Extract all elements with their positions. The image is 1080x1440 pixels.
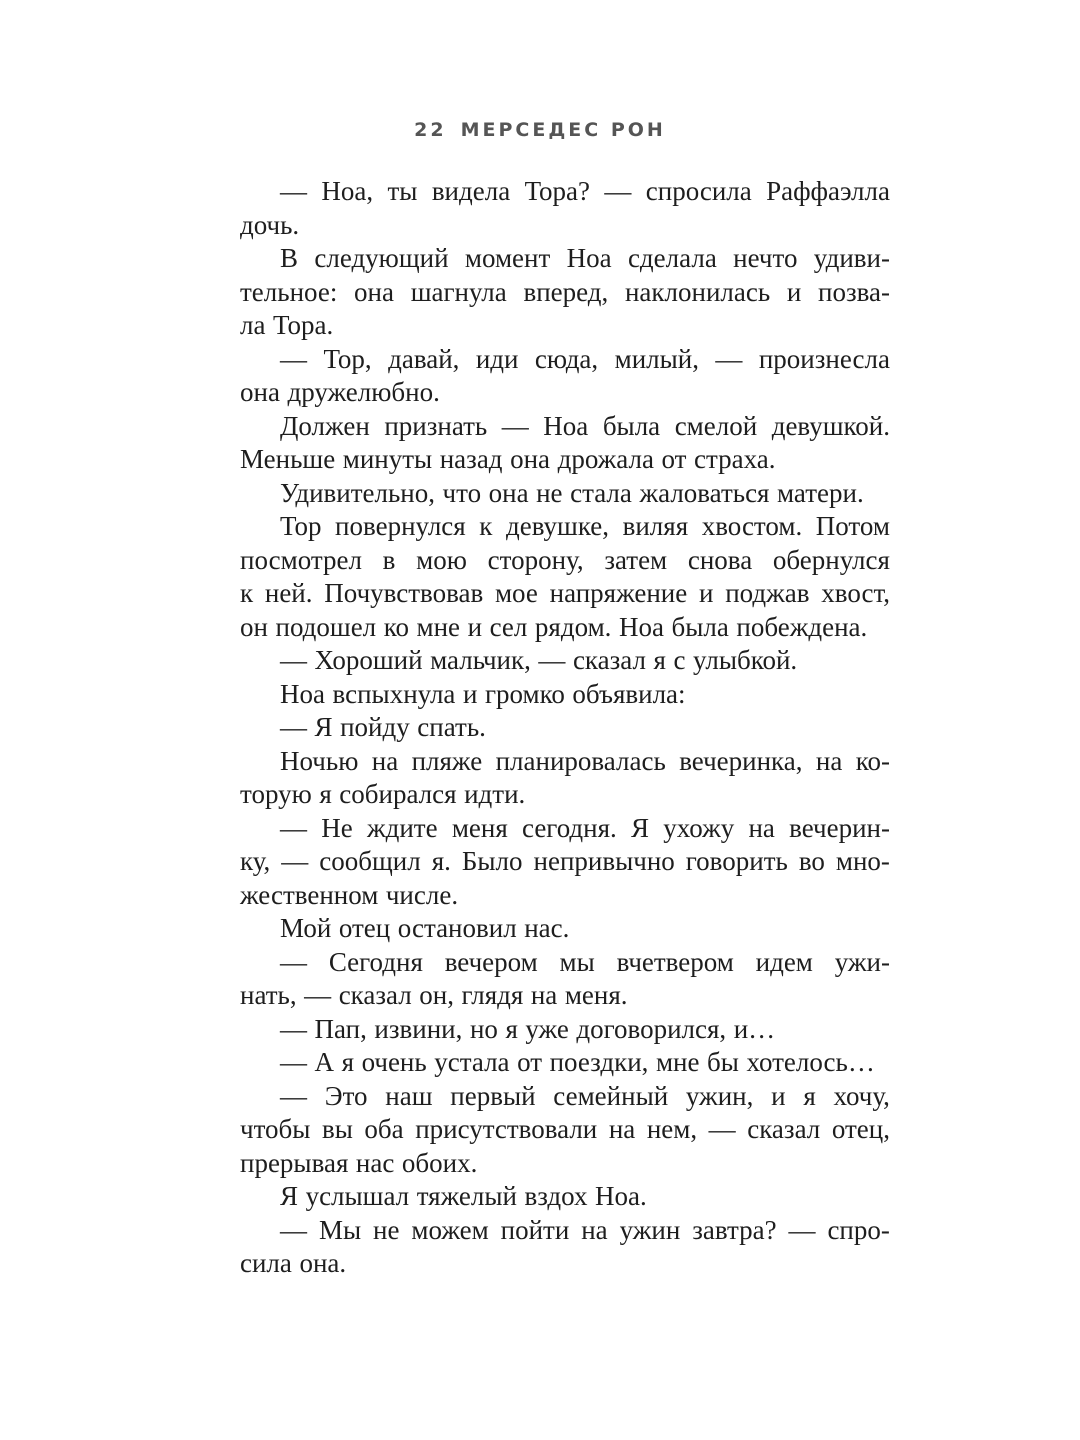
word: хотелось… <box>746 1047 875 1077</box>
word: глядя <box>461 980 524 1010</box>
word: хвост, <box>821 578 890 608</box>
word: смелой <box>674 410 758 441</box>
word: ку, <box>240 846 271 876</box>
word: на <box>748 812 775 843</box>
word: в <box>382 544 396 575</box>
word: — <box>281 846 309 876</box>
word: — <box>280 1080 307 1111</box>
word: ждите <box>366 812 438 843</box>
word: удиви- <box>813 243 890 273</box>
word: сделала <box>627 243 717 273</box>
word: — <box>604 176 632 206</box>
word: меня. <box>564 980 628 1010</box>
word: ла <box>240 310 266 340</box>
word: чтобы <box>240 1114 311 1144</box>
word: нать, <box>240 980 297 1010</box>
word: с <box>673 645 686 675</box>
word: от <box>661 444 687 474</box>
word: нечто <box>733 243 798 273</box>
word: он, <box>419 980 454 1010</box>
word: мальчик, <box>430 645 531 675</box>
word: она. <box>299 1248 347 1278</box>
word: прерывая <box>240 1147 349 1178</box>
word: Тора. <box>273 310 334 340</box>
word: я <box>505 1013 518 1044</box>
word: сегодня. <box>522 812 617 843</box>
word: момент <box>464 243 551 273</box>
word: Не <box>321 812 353 843</box>
text-line <box>240 309 890 343</box>
word: можем <box>411 1214 489 1245</box>
word: отец, <box>831 1114 890 1144</box>
word: была <box>671 611 729 642</box>
word: числе. <box>385 879 459 910</box>
word: оба <box>364 1114 404 1144</box>
word: ней. <box>264 578 313 608</box>
word: шагнула <box>410 276 507 307</box>
word: — <box>280 1214 307 1245</box>
text-line <box>240 175 890 209</box>
word: на <box>608 1114 636 1144</box>
text-line <box>240 1113 890 1147</box>
word: не <box>536 477 563 508</box>
word: сила <box>240 1248 292 1278</box>
word: ты <box>387 176 418 206</box>
word: позва- <box>818 276 890 307</box>
word: — <box>280 1047 307 1077</box>
word: и… <box>733 1013 776 1044</box>
word: спать. <box>417 712 486 742</box>
word: Хороший <box>314 645 423 675</box>
word: на <box>530 980 558 1010</box>
word: семейный <box>553 1080 669 1111</box>
text-line <box>240 1247 890 1281</box>
text-line <box>240 678 890 712</box>
text-line <box>240 946 890 980</box>
word: ужи- <box>834 946 890 977</box>
word: Должен <box>280 410 370 441</box>
text-line <box>240 1180 890 1214</box>
word: Тор <box>280 511 322 541</box>
word: минуты <box>342 444 433 474</box>
word: Раффаэлла <box>766 176 890 206</box>
word: тельное: <box>240 276 338 307</box>
text-line <box>240 1147 890 1181</box>
word: ко- <box>855 745 890 776</box>
word: бы <box>707 1047 739 1077</box>
word: снова <box>687 544 753 575</box>
word: Тор, <box>323 343 372 374</box>
word: вечером <box>444 946 538 977</box>
word: во <box>798 846 825 876</box>
word: Я <box>314 712 333 742</box>
word: остановил <box>397 913 517 943</box>
word: но <box>469 1013 498 1044</box>
word: видела <box>431 176 511 206</box>
word: — <box>280 645 307 675</box>
word: хочу, <box>833 1080 890 1111</box>
text-line <box>240 410 890 444</box>
word: Тора? <box>524 176 591 206</box>
text-line <box>240 209 890 243</box>
word: сказал <box>338 980 412 1010</box>
word: спро- <box>827 1214 890 1245</box>
word: первый <box>450 1080 536 1111</box>
word: тяжелый <box>416 1181 517 1211</box>
word: А <box>314 1047 335 1077</box>
word: иди <box>475 343 519 374</box>
word: девушке, <box>506 511 610 541</box>
word: сторону, <box>487 544 584 575</box>
text-line <box>240 1214 890 1248</box>
word: я. <box>431 846 451 876</box>
word: Было <box>461 846 523 876</box>
word: Сегодня <box>328 946 423 977</box>
word: наш <box>385 1080 433 1111</box>
word: и <box>699 578 714 608</box>
word: стала <box>570 477 632 508</box>
text-line <box>240 510 890 544</box>
word: договорился, <box>576 1013 727 1044</box>
word: спросила <box>645 176 752 206</box>
word: дружелюбно. <box>287 377 440 407</box>
word: мое <box>494 578 538 608</box>
word: на <box>371 745 399 776</box>
word: — <box>304 980 332 1010</box>
word: и <box>771 1080 786 1111</box>
word: обоих. <box>401 1147 478 1178</box>
word: планировалась <box>495 745 666 776</box>
text-line <box>240 879 890 913</box>
word: Ноа <box>280 678 325 709</box>
text-line <box>240 376 890 410</box>
word: матери. <box>777 477 864 508</box>
word: — <box>715 343 743 374</box>
word: повернулся <box>335 511 466 541</box>
text-line <box>240 745 890 779</box>
word: мы <box>559 946 595 977</box>
word: мне <box>416 611 461 642</box>
word: Ноа <box>543 410 589 441</box>
word: дрожала <box>557 444 654 474</box>
word: вспыхнула <box>332 678 456 709</box>
word: меня <box>451 812 508 843</box>
word: — <box>501 410 529 441</box>
word: и <box>467 611 483 642</box>
page-number: 22 <box>414 119 447 141</box>
word: присутствовали <box>415 1114 598 1144</box>
word: устала <box>434 1047 510 1077</box>
word: ухожу <box>663 812 735 843</box>
word: непривычно <box>533 846 675 876</box>
text-line <box>240 343 890 377</box>
word: обернулся <box>772 544 890 575</box>
word: виляя <box>622 511 689 541</box>
word: сел <box>489 611 528 642</box>
word: идти. <box>464 779 526 809</box>
word: — <box>280 946 307 977</box>
word: пляже <box>411 745 483 776</box>
author-name: МЕРСЕДЕС РОН <box>460 119 666 141</box>
word: — <box>280 343 307 374</box>
text-line <box>240 242 890 276</box>
word: назад <box>439 444 503 474</box>
word: пойти <box>500 1214 570 1245</box>
word: следующий <box>314 243 449 273</box>
word: В <box>280 243 299 273</box>
word: затем <box>604 544 668 575</box>
word: улыбкой. <box>693 645 798 675</box>
text-line <box>240 845 890 879</box>
word: побеждена. <box>736 611 868 642</box>
text-line <box>240 812 890 846</box>
word: отец <box>338 913 391 943</box>
word: очень <box>361 1047 427 1077</box>
word: я <box>653 645 666 675</box>
word: нем, <box>646 1114 698 1144</box>
word: девушкой. <box>771 410 890 441</box>
word: Я <box>280 1181 299 1211</box>
word: Почувствовав <box>324 578 484 608</box>
word: Это <box>324 1080 368 1111</box>
word: — <box>280 176 307 206</box>
word: она <box>510 444 551 474</box>
word: услышал <box>305 1181 410 1211</box>
word: подошел <box>275 611 377 642</box>
word: к <box>479 511 493 541</box>
text-line <box>240 711 890 745</box>
word: она <box>354 276 394 307</box>
word: Ноа <box>618 611 664 642</box>
word: я <box>341 1047 355 1077</box>
word: уже <box>525 1013 569 1044</box>
word: сказал <box>747 1114 821 1144</box>
word: она <box>240 377 280 407</box>
word: — <box>708 1114 736 1144</box>
word: Мой <box>280 913 332 943</box>
text-line <box>240 778 890 812</box>
word: рядом. <box>534 611 612 642</box>
word: вздох <box>524 1181 588 1211</box>
word: громко <box>484 678 565 709</box>
word: вперед, <box>523 276 609 307</box>
word: Пап, <box>314 1013 367 1044</box>
word: — <box>788 1214 816 1245</box>
word: вчетвером <box>616 946 734 977</box>
word: произнесла <box>758 343 890 374</box>
text-line <box>240 577 890 611</box>
word: дочь. <box>240 209 300 240</box>
running-head <box>0 119 1080 141</box>
word: я <box>803 1080 816 1111</box>
word: Ноа, <box>321 176 374 206</box>
word: Ночью <box>280 745 359 776</box>
word: — <box>538 645 566 675</box>
word: ужин, <box>685 1080 754 1111</box>
word: Я <box>631 812 650 843</box>
word: сказал <box>572 645 646 675</box>
word: — <box>280 1013 307 1044</box>
text-line <box>240 443 890 477</box>
word: извини, <box>374 1013 463 1044</box>
word: собирался <box>339 779 457 809</box>
word: страха. <box>694 444 776 474</box>
word: вы <box>321 1114 353 1144</box>
word: на <box>581 1214 608 1245</box>
word: ужин <box>619 1214 681 1245</box>
text-line <box>240 644 890 678</box>
word: мне <box>655 1047 700 1077</box>
word: сюда, <box>534 343 599 374</box>
word: — <box>280 812 307 843</box>
word: что <box>442 477 482 508</box>
word: хвостом. <box>701 511 803 541</box>
word: посмотрел <box>240 544 362 575</box>
word: Потом <box>815 511 890 541</box>
text-line <box>240 979 890 1013</box>
word: напряжение <box>549 578 688 608</box>
word: Меньше <box>240 444 336 474</box>
word: давай, <box>388 343 460 374</box>
text-line <box>240 544 890 578</box>
word: Мы <box>318 1214 362 1245</box>
word: он <box>240 611 268 642</box>
word: вечерин- <box>789 812 890 843</box>
text-line <box>240 1046 890 1080</box>
body-text <box>240 175 890 1281</box>
word: сообщил <box>319 846 421 876</box>
text-line <box>240 1080 890 1114</box>
word: пойду <box>340 712 410 742</box>
word: жаловаться <box>639 477 770 508</box>
word: к <box>240 578 254 608</box>
word: Ноа. <box>595 1181 647 1211</box>
word: и <box>786 276 802 307</box>
word: поездки, <box>549 1047 649 1077</box>
word: нас. <box>524 913 570 943</box>
word: она <box>488 477 529 508</box>
word: идем <box>755 946 813 977</box>
word: мою <box>416 544 467 575</box>
word: говорить <box>685 846 788 876</box>
word: ко <box>383 611 409 642</box>
word: и <box>462 678 478 709</box>
word: объявила: <box>572 678 686 709</box>
word: от <box>517 1047 543 1077</box>
word: завтра? <box>692 1214 777 1245</box>
word: наклонилась <box>624 276 771 307</box>
word: не <box>373 1214 400 1245</box>
word: была <box>602 410 661 441</box>
word: — <box>280 712 307 742</box>
word: Удивительно, <box>280 477 435 508</box>
word: поджав <box>725 578 810 608</box>
text-line <box>240 276 890 310</box>
text-line <box>240 1013 890 1047</box>
text-line <box>240 611 890 645</box>
word: на <box>815 745 843 776</box>
word: жественном <box>240 879 379 910</box>
word: нас <box>355 1147 395 1178</box>
text-line <box>240 912 890 946</box>
word: я <box>319 779 332 809</box>
word: Ноа <box>566 243 612 273</box>
word: вечеринка, <box>679 745 803 776</box>
text-line <box>240 477 890 511</box>
word: признать <box>384 410 488 441</box>
word: мно- <box>835 846 890 876</box>
word: торую <box>240 779 312 809</box>
word: милый, <box>614 343 699 374</box>
